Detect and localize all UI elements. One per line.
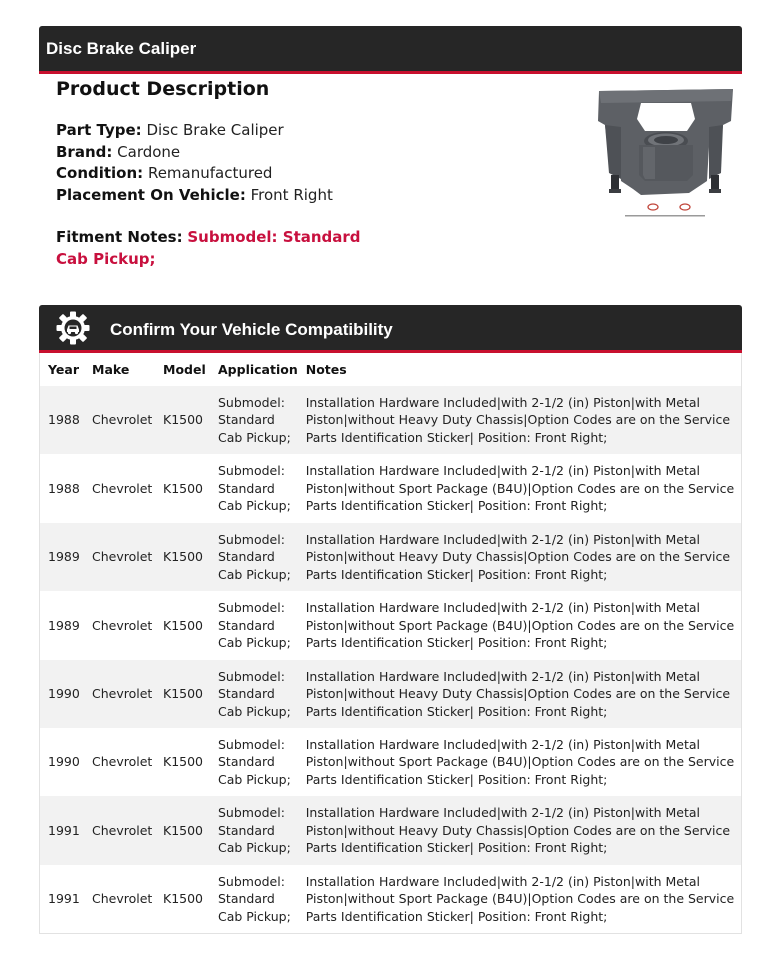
cell-application: Submodel: Standard Cab Pickup; [210,591,298,659]
cell-make: Chevrolet [84,865,155,933]
cell-notes: Installation Hardware Included|with 2-1/2 (in) Piston|with Metal Piston|without Heavy Duty Chassis|Option Codes are on the Service Parts Identification Sticker| Position: Front Right; [298,796,741,864]
cell-year: 1988 [40,454,84,522]
fitment-value: Submodel: Standard Cab Pickup; [56,228,361,268]
cell-year: 1991 [40,865,84,933]
cell-make: Chevrolet [84,454,155,522]
spec-part-type [56,120,386,142]
cell-make: Chevrolet [84,523,155,591]
compatibility-title: Confirm Your Vehicle Compatibility [110,320,393,339]
fitment-notes [56,227,386,270]
cell-year: 1989 [40,591,84,659]
spec-value: Disc Brake Caliper [146,121,284,139]
cell-notes: Installation Hardware Included|with 2-1/2 (in) Piston|with Metal Piston|without Sport Package (B4U)|Option Codes are on the Service Parts Identification Sticker| Position: Front Right; [298,865,741,933]
cell-model: K1500 [155,523,210,591]
cell-notes: Installation Hardware Included|with 2-1/2 (in) Piston|with Metal Piston|without Heavy Duty Chassis|Option Codes are on the Service Parts Identification Sticker| Position: Front Right; [298,386,741,454]
gear-car-icon [56,311,90,345]
cell-make: Chevrolet [84,660,155,728]
cell-year: 1990 [40,660,84,728]
spec-value: Remanufactured [147,164,273,182]
cell-application: Submodel: Standard Cab Pickup; [210,728,298,796]
cell-make: Chevrolet [84,386,155,454]
column-header-make: Make [84,353,155,386]
cell-make: Chevrolet [84,591,155,659]
cell-model: K1500 [155,728,210,796]
table-row [40,454,741,522]
spec-value: Cardone [117,142,181,161]
cell-notes: Installation Hardware Included|with 2-1/2 (in) Piston|with Metal Piston|without Sport Package (B4U)|Option Codes are on the Service Parts Identification Sticker| Position: Front Right; [298,728,741,796]
table-row [40,728,741,796]
spec-placement [56,185,386,207]
cell-model: K1500 [155,386,210,454]
spec-label: Placement On Vehicle: [56,185,246,204]
brake-caliper-image [595,85,735,221]
table-row [40,386,741,454]
header-bar [39,26,742,74]
table-row [40,796,741,864]
table-row [40,660,741,728]
cell-model: K1500 [155,454,210,522]
spec-brand [56,142,386,164]
cell-year: 1989 [40,523,84,591]
cell-year: 1988 [40,386,84,454]
spec-condition [56,163,386,185]
cell-model: K1500 [155,660,210,728]
product-description [56,78,386,270]
cell-application: Submodel: Standard Cab Pickup; [210,386,298,454]
cell-notes: Installation Hardware Included|with 2-1/2 (in) Piston|with Metal Piston|without Sport Package (B4U)|Option Codes are on the Service Parts Identification Sticker| Position: Front Right; [298,591,741,659]
cell-model: K1500 [155,796,210,864]
column-header-notes: Notes [298,353,741,386]
cell-year: 1990 [40,728,84,796]
spec-label: Condition: [56,164,144,182]
cell-notes: Installation Hardware Included|with 2-1/2 (in) Piston|with Metal Piston|without Heavy Duty Chassis|Option Codes are on the Service Parts Identification Sticker| Position: Front Right; [298,523,741,591]
cell-notes: Installation Hardware Included|with 2-1/2 (in) Piston|with Metal Piston|without Sport Package (B4U)|Option Codes are on the Service Parts Identification Sticker| Position: Front Right; [298,454,741,522]
compatibility-header [39,305,742,353]
page-title: Disc Brake Caliper [46,39,197,58]
spec-label: Part Type: [56,121,142,139]
table-row [40,865,741,933]
spec-value: Front Right [250,185,333,204]
cell-application: Submodel: Standard Cab Pickup; [210,865,298,933]
cell-make: Chevrolet [84,796,155,864]
column-header-model: Model [155,353,210,386]
column-header-year: Year [40,353,84,386]
description-heading: Product Description [56,78,270,100]
column-header-application: Application [210,353,298,386]
cell-model: K1500 [155,865,210,933]
cell-application: Submodel: Standard Cab Pickup; [210,660,298,728]
cell-application: Submodel: Standard Cab Pickup; [210,454,298,522]
cell-application: Submodel: Standard Cab Pickup; [210,796,298,864]
fitment-label: Fitment Notes: [56,228,183,246]
cell-application: Submodel: Standard Cab Pickup; [210,523,298,591]
compatibility-table [39,353,742,934]
spec-label: Brand: [56,142,113,161]
table-header-row [40,353,741,386]
table-row [40,591,741,659]
cell-model: K1500 [155,591,210,659]
cell-notes: Installation Hardware Included|with 2-1/2 (in) Piston|with Metal Piston|without Heavy Duty Chassis|Option Codes are on the Service Parts Identification Sticker| Position: Front Right; [298,660,741,728]
table-row [40,523,741,591]
cell-year: 1991 [40,796,84,864]
cell-make: Chevrolet [84,728,155,796]
